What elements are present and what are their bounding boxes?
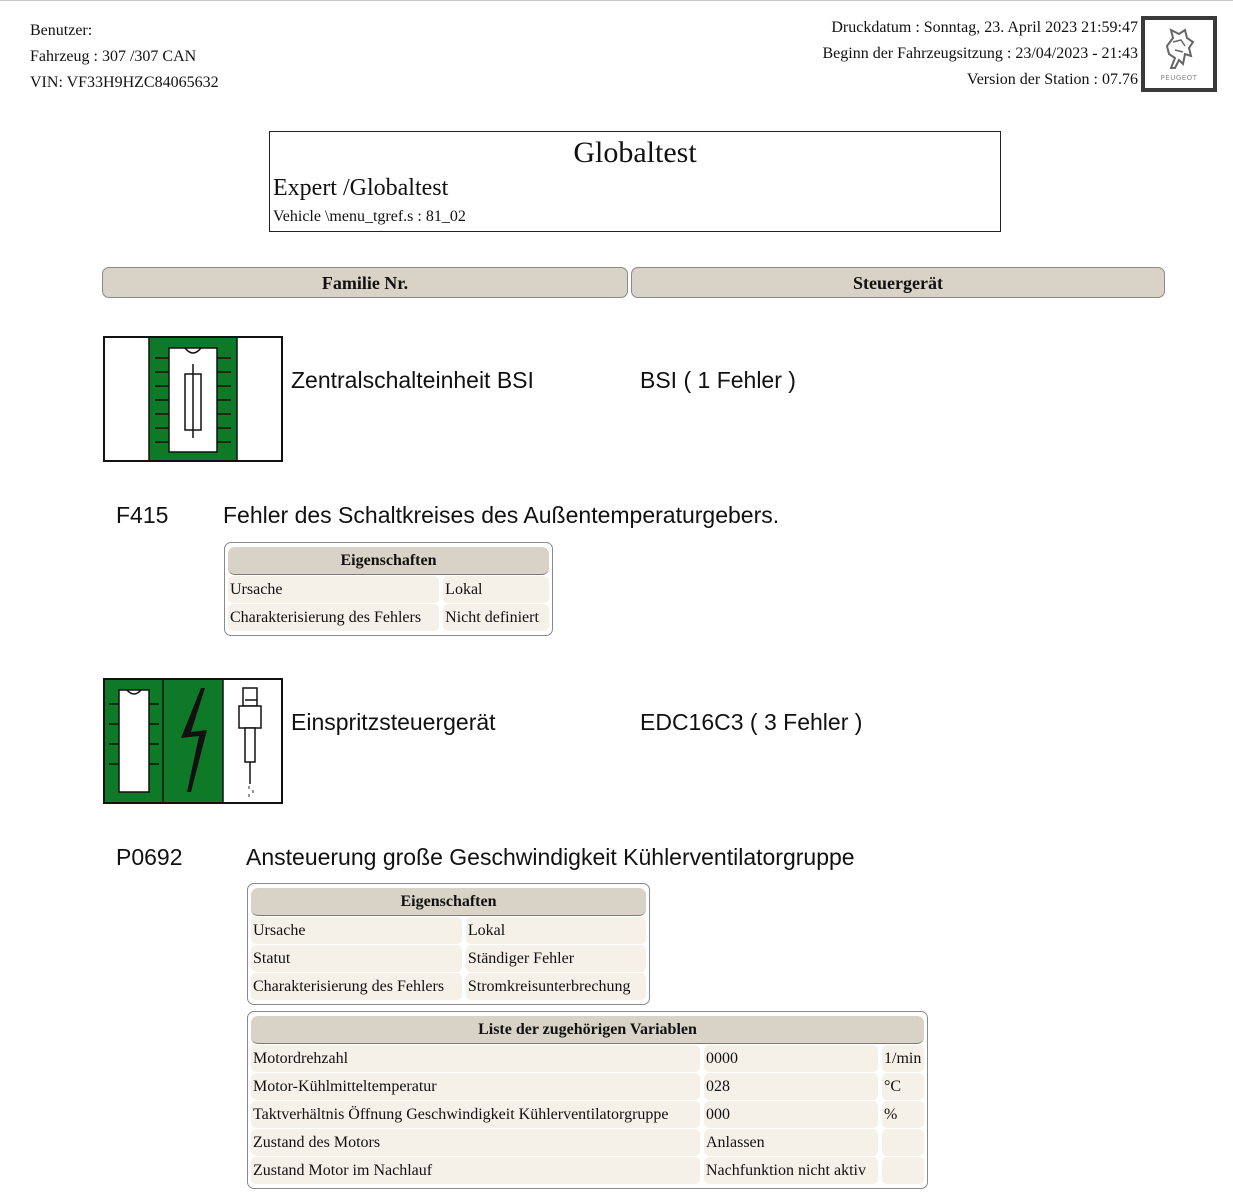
variable-unit: °C bbox=[882, 1073, 924, 1100]
table-row bbox=[251, 1045, 924, 1072]
title-box bbox=[269, 131, 1001, 232]
property-value: Stromkreisunterbrechung bbox=[466, 973, 646, 1000]
property-label: Statut bbox=[251, 945, 462, 972]
fault-code-p0692: P0692 bbox=[116, 844, 183, 870]
variable-label: Motor-Kühlmitteltemperatur bbox=[251, 1073, 700, 1100]
page-title: Globaltest bbox=[573, 136, 697, 169]
column-header-family: Familie Nr. bbox=[102, 267, 628, 298]
property-value: Ständiger Fehler bbox=[466, 945, 646, 972]
table-row bbox=[251, 945, 646, 972]
variable-label: Motordrehzahl bbox=[251, 1045, 700, 1072]
injection-module-icon bbox=[103, 678, 283, 804]
menu-path: Vehicle \menu_tgref.s : 81_02 bbox=[273, 208, 466, 225]
variable-value: Anlassen bbox=[704, 1129, 878, 1156]
session-start: Beginn der Fahrzeugsitzung : 23/04/2023 - 21:43 bbox=[822, 45, 1138, 62]
variables-title: Liste der zugehörigen Variablen bbox=[251, 1016, 924, 1044]
page-subtitle: Expert /Globaltest bbox=[273, 175, 449, 201]
properties-title: Eigenschaften bbox=[228, 547, 549, 575]
table-row bbox=[251, 1101, 924, 1128]
variable-label: Taktverhältnis Öffnung Geschwindigkeit Kühlerventilatorgruppe bbox=[251, 1101, 700, 1128]
table-row bbox=[251, 973, 646, 1000]
logo-text: PEUGEOT bbox=[1160, 74, 1198, 82]
lion-icon bbox=[1145, 24, 1213, 74]
property-label: Charakterisierung des Fehlers bbox=[228, 604, 439, 631]
property-label: Ursache bbox=[251, 917, 462, 944]
variable-value: 028 bbox=[704, 1073, 878, 1100]
header-right bbox=[822, 15, 1138, 93]
table-row bbox=[251, 1073, 924, 1100]
variable-unit: % bbox=[882, 1101, 924, 1128]
fault-text-f415: Fehler des Schaltkreises des Außentemperaturgebers. bbox=[223, 502, 780, 528]
variable-label: Zustand Motor im Nachlauf bbox=[251, 1157, 700, 1184]
variable-unit: 1/min bbox=[882, 1045, 924, 1072]
chip-injector-icon bbox=[105, 680, 281, 802]
property-value: Nicht definiert bbox=[443, 604, 549, 631]
variable-value: 000 bbox=[704, 1101, 878, 1128]
property-label: Charakterisierung des Fehlers bbox=[251, 973, 462, 1000]
column-header-ecu: Steuergerät bbox=[631, 267, 1165, 298]
table-row bbox=[251, 1157, 924, 1184]
fault-code-f415: F415 bbox=[116, 502, 169, 528]
property-value: Lokal bbox=[466, 917, 646, 944]
peugeot-logo bbox=[1141, 16, 1217, 92]
table-row bbox=[228, 604, 549, 631]
station-version: Version der Station : 07.76 bbox=[966, 71, 1138, 88]
module-code-bsi: BSI ( 1 Fehler ) bbox=[640, 367, 796, 393]
bsi-module-icon bbox=[103, 336, 283, 462]
header-left bbox=[30, 18, 219, 96]
user-label: Benutzer: bbox=[30, 22, 93, 39]
property-value: Lokal bbox=[443, 576, 549, 603]
module-code-injection: EDC16C3 ( 3 Fehler ) bbox=[640, 709, 863, 735]
variable-unit bbox=[882, 1129, 924, 1156]
variable-value: 0000 bbox=[704, 1045, 878, 1072]
vehicle-label: Fahrzeug : 307 /307 CAN bbox=[30, 48, 197, 65]
print-date: Druckdatum : Sonntag, 23. April 2023 21:59:47 bbox=[831, 19, 1138, 36]
table-row bbox=[251, 917, 646, 944]
variables-table-p0692 bbox=[247, 1011, 928, 1189]
table-row bbox=[228, 576, 549, 603]
variable-label: Zustand des Motors bbox=[251, 1129, 700, 1156]
property-label: Ursache bbox=[228, 576, 439, 603]
fault-text-p0692: Ansteuerung große Geschwindigkeit Kühlerventilatorgruppe bbox=[246, 844, 855, 870]
module-name-injection: Einspritzsteuergerät bbox=[291, 709, 496, 735]
vin-label: VIN: VF33H9HZC84065632 bbox=[30, 74, 219, 91]
variable-value: Nachfunktion nicht aktiv bbox=[704, 1157, 878, 1184]
properties-table-p0692 bbox=[247, 883, 650, 1005]
chip-fuse-icon bbox=[105, 338, 281, 460]
module-name-bsi: Zentralschalteinheit BSI bbox=[291, 367, 534, 393]
table-row bbox=[251, 1129, 924, 1156]
variable-unit bbox=[882, 1157, 924, 1184]
properties-title: Eigenschaften bbox=[251, 888, 646, 916]
properties-table-f415 bbox=[224, 542, 553, 636]
